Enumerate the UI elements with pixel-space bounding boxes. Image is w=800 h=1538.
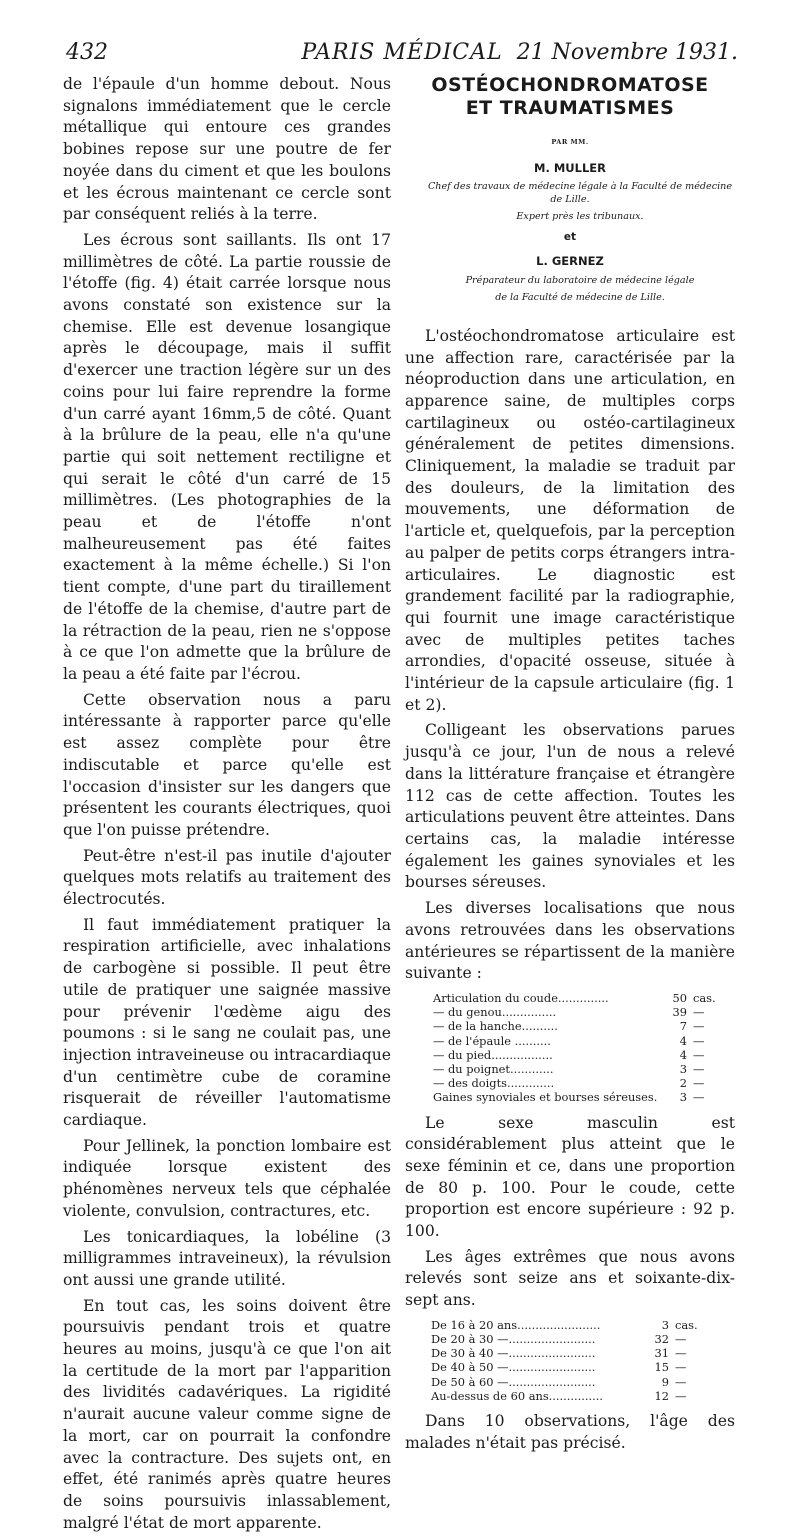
paragraph: de l'épaule d'un homme debout. Nous signalons immédiatement que le cercle métallique qui entoure ces grandes bobines repose sur une poutre de fer noyée dans du ciment et que les boulons et les écrous maintenant ce cercle sont par conséquent reliés à la terre.	[63, 75, 391, 224]
paragraph: Cette observation nous a paru intéressante à rapporter parce qu'elle est assez complète pour être indiscutable et parce qu'elle est l'occasion d'insister sur les dangers que présentent les courants électriques, quoi que l'on puisse prétendre.	[63, 690, 391, 839]
age-label: De 16 à 20 ans.......................	[431, 1317, 601, 1332]
paragraph: L'ostéochondromatose articulaire est une affection rare, caractérisée par la néoproduction dans une articulation, en apparence saine, de multiples corps cartilagineux ou ostéo-cartilagineux généralement de petites dimensions. Cliniquement, la maladie se traduit par des douleurs, de la limitation des mouvements, une déformation de l'article et, quelquefois, par la perception au palper de petits corps étrangers intra-articulaires. Le diagnostic est grandement facilité par la radiographie, qui fournit une image caractéristique avec de multiples petites taches arrondies, d'opacité osseuse, située à l'intérieur de la capsule articulaire (fig. 1 et 2).	[405, 326, 735, 714]
article-title-line-2: ET TRAUMATISMES	[465, 97, 675, 119]
author-affiliation: de la Faculté de médecine de Lille.	[495, 291, 665, 303]
age-unit: —	[675, 1360, 687, 1375]
age-label: De 40 à 50 —........................	[431, 1360, 596, 1375]
paragraph: Les tonicardiaques, la lobéline (3 milligrammes intraveineux), la révulsion ont aussi une grande utilité.	[63, 1227, 391, 1289]
age-unit: —	[675, 1332, 687, 1347]
age-label: Au-dessus de 60 ans...............	[431, 1388, 603, 1403]
age-label: De 20 à 30 —........................	[431, 1332, 596, 1347]
age-label: De 50 à 60 —........................	[431, 1374, 596, 1389]
location-count: 3	[679, 1090, 687, 1105]
location-unit: —	[693, 1033, 705, 1048]
paragraph: Le sexe masculin est considérablement plus atteint que le sexe féminin et ce, dans une proportion de 80 p. 100. Pour le coude, cette proportion est encore supérieure : 92 p. 100.	[405, 1113, 735, 1241]
table-row	[433, 1062, 733, 1076]
paragraph: Il faut immédiatement pratiquer la respiration artificielle, avec inhalations de carbogène si possible. Il peut être utile de pratiquer une saignée massive pour prévenir l'œdème aigu des poumons : si le sang ne coulait pas, une injection intraveineuse ou intracardiaque d'un centimètre cube de coramine risquerait de réveiller l'automatisme cardiaque.	[63, 915, 391, 1130]
paragraph: Dans 10 observations, l'âge des malades n'était pas précisé.	[405, 1412, 735, 1452]
age-count: 12	[654, 1388, 669, 1403]
location-count: 39	[672, 1005, 687, 1020]
page-header	[66, 40, 738, 66]
age-count: 3	[661, 1317, 669, 1332]
location-label: — du poignet............	[433, 1061, 554, 1076]
author-affiliation: Chef des travaux de médecine légale à la Faculté de médecine de Lille.	[427, 181, 733, 206]
table-row	[433, 1090, 733, 1104]
table-row	[431, 1360, 701, 1374]
age-label: De 30 à 40 —........................	[431, 1346, 596, 1361]
location-unit: —	[693, 1090, 705, 1105]
age-count: 9	[661, 1374, 669, 1389]
journal-title: PARIS MÉDICAL	[301, 40, 503, 65]
location-unit: —	[693, 1019, 705, 1034]
location-label: — de la hanche..........	[433, 1019, 558, 1034]
table-row	[433, 1019, 733, 1033]
location-label: — de l'épaule ..........	[433, 1033, 551, 1048]
issue-date: 21 Novembre 1931.	[516, 40, 738, 65]
age-unit: cas.	[675, 1317, 698, 1332]
author-affiliation: Expert près les tribunaux.	[516, 211, 644, 223]
table-row	[433, 1076, 733, 1090]
location-label: — du pied.................	[433, 1047, 553, 1062]
spacer	[405, 308, 735, 326]
paragraph: Les diverses localisations que nous avons retrouvées dans les observations antérieures se répartissent de la manière suivante :	[405, 899, 735, 983]
author-name: M. MULLER	[534, 160, 606, 175]
age-count: 31	[654, 1346, 669, 1361]
location-label: — du genou...............	[433, 1005, 557, 1020]
location-label: — des doigts.............	[433, 1076, 555, 1091]
location-count: 4	[679, 1033, 687, 1048]
location-unit: —	[693, 1061, 705, 1076]
location-unit: —	[693, 1047, 705, 1062]
location-unit: cas.	[693, 990, 716, 1005]
age-count: 15	[654, 1360, 669, 1375]
location-count: 4	[679, 1047, 687, 1062]
paragraph: Pour Jellinek, la ponction lombaire est indiquée lorsque existent des phénomènes nerveux tels que céphalée violente, convulsion, contractures, etc.	[63, 1136, 391, 1220]
paragraph: Peut-être n'est-il pas inutile d'ajouter quelques mots relatifs au traitement des électrocutés.	[63, 846, 391, 909]
table-row	[431, 1346, 701, 1360]
table-row	[431, 1318, 701, 1332]
location-count: 3	[679, 1061, 687, 1076]
table-row	[433, 1034, 733, 1048]
location-unit: —	[693, 1005, 705, 1020]
location-label: Gaines synoviales et bourses séreuses.	[433, 1090, 658, 1105]
author-conjunction: et	[563, 231, 577, 244]
right-column	[405, 74, 735, 1458]
location-count: 7	[679, 1019, 687, 1034]
paragraph: En tout cas, les soins doivent être poursuivis pendant trois et quatre heures au moins, jusqu'à ce que l'on ait la certitude de la mort par l'apparition des lividités cadavériques. La rigidité n'aurait aucune valeur comme signe de la mort, car on pourrait la confondre avec la contracture. Des sujets ont, en effet, été ranimés après quatre heures de soins poursuivis inlassablement, malgré l'état de mort apparente.	[63, 1296, 391, 1532]
table-row	[431, 1332, 701, 1346]
table-row	[433, 991, 733, 1005]
table-row	[431, 1389, 701, 1403]
age-unit: —	[675, 1388, 687, 1403]
table-row	[433, 1005, 733, 1019]
location-unit: —	[693, 1076, 705, 1091]
author-affiliation: Préparateur du laboratoire de médecine légale	[465, 274, 695, 286]
location-label: Articulation du coude..............	[433, 990, 609, 1005]
page-number: 432	[66, 40, 108, 65]
age-count: 32	[654, 1332, 669, 1347]
paragraph: Les âges extrêmes que nous avons relevés sont seize ans et soixante-dix-sept ans.	[405, 1247, 735, 1310]
byline: PAR MM.	[551, 138, 589, 146]
location-count: 2	[679, 1076, 687, 1091]
age-unit: —	[675, 1346, 687, 1361]
article-title-line-1: OSTÉOCHONDROMATOSE	[431, 74, 709, 96]
left-column	[63, 74, 391, 1538]
author-name: L. GERNEZ	[536, 254, 604, 269]
paragraph: Les écrous sont saillants. Ils ont 17 millimètres de côté. La partie roussie de l'étoffe (fig. 4) était carrée lorsque nous avons constaté son existence sur la chemise. Elle est devenue losangique après le découpage, mais il suffit d'exercer une traction légère sur un des coins pour lui faire reprendre la forme d'un carré ayant 16mm,5 de côté. Quant à la brûlure de la peau, elle n'a qu'une partie qui soit nettement rectiligne et qui serait le côté d'un carré de 15 millimètres. (Les photographies de la peau et de l'étoffe n'ont malheureusement pas été faites exactement à la même échelle.) Si l'on tient compte, d'une part du tiraillement de l'étoffe de la chemise, d'autre part de la rétraction de la peau, rien ne s'oppose à ce que l'on admette que la brûlure de la peau a été faite par l'écrou.	[63, 230, 391, 683]
age-unit: —	[675, 1374, 687, 1389]
paragraph: Colligeant les observations parues jusqu'à ce jour, l'un de nous a relevé dans la littérature française et étrangère 112 cas de cette affection. Toutes les articulations peuvent être atteintes. Dans certains cas, la maladie intéresse également les gaines synoviales et les bourses séreuses.	[405, 721, 735, 892]
table-row	[431, 1375, 701, 1389]
ages-table	[431, 1318, 701, 1403]
locations-table	[433, 991, 733, 1105]
location-count: 50	[672, 990, 687, 1005]
table-row	[433, 1048, 733, 1062]
